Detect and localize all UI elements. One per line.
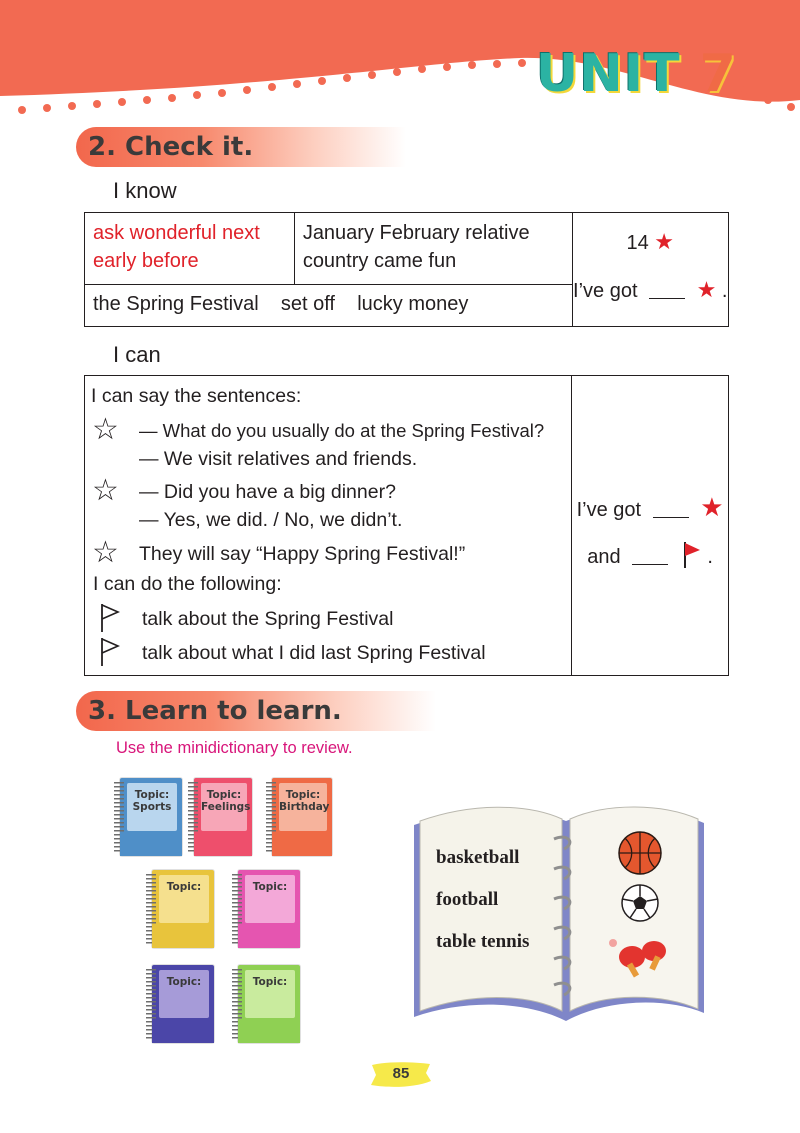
notebook-band — [238, 1021, 300, 1043]
period: . — [707, 546, 713, 568]
phrases-cell: the Spring Festival set off lucky money — [85, 285, 573, 327]
i-know-table — [84, 212, 729, 327]
answer-blank[interactable] — [649, 298, 685, 299]
basketball-icon — [619, 832, 661, 874]
notebook-label — [245, 875, 295, 923]
topic-label: Topic: — [285, 789, 321, 801]
notebook-yellow[interactable] — [152, 870, 214, 948]
i-know-heading: I know — [113, 178, 177, 203]
open-book-illustration — [406, 797, 711, 1033]
do-following-heading: I can do the following: — [93, 573, 282, 595]
notebook-label — [159, 970, 209, 1018]
notebook-label — [127, 783, 177, 831]
notebook-purple[interactable] — [152, 965, 214, 1043]
football-icon — [622, 885, 658, 921]
got-label: I’ve got — [576, 499, 642, 521]
unit-title: UNIT 7 — [536, 44, 737, 104]
period: . — [721, 280, 728, 302]
page-number: 85 — [392, 1065, 410, 1082]
notebook-band — [152, 926, 214, 948]
black-words-line2: country came fun — [302, 250, 457, 272]
star-total: 14 — [626, 232, 649, 254]
book-word-table-tennis: table tennis — [436, 931, 530, 952]
notebook-band — [194, 834, 252, 856]
notebook-label — [159, 875, 209, 923]
outline-star-icon[interactable]: ☆ — [92, 536, 119, 569]
book-word-basketball: basketball — [436, 847, 520, 868]
notebook-sports[interactable] — [120, 778, 182, 856]
q2-line1: — Did you have a big dinner? — [139, 481, 396, 503]
and-label: and — [587, 546, 621, 568]
outline-star-icon[interactable]: ☆ — [92, 474, 119, 507]
do-item1: talk about the Spring Festival — [142, 608, 394, 630]
do-item2: talk about what I did last Spring Festival — [142, 642, 486, 664]
i-can-heading: I can — [113, 342, 161, 367]
red-star-icon: ★ — [696, 277, 717, 302]
red-words-cell — [85, 213, 295, 285]
notebook-band — [120, 834, 182, 856]
red-star-icon: ★ — [700, 492, 724, 522]
notebook-label — [201, 783, 251, 831]
section-learn-to-learn-heading: 3. Learn to learn. — [76, 691, 436, 731]
q1-line2: — We visit relatives and friends. — [139, 448, 418, 470]
outline-flag-icon[interactable] — [98, 603, 122, 633]
topic-label: Topic: — [134, 789, 170, 801]
topic-label: Topic: — [252, 881, 288, 893]
got-label: I’ve got — [573, 280, 638, 302]
notebook-band — [272, 834, 332, 856]
notebook-label — [279, 783, 330, 831]
notebook-green[interactable] — [238, 965, 300, 1043]
red-words-line2: early before — [93, 250, 199, 272]
notebook-feelings[interactable] — [194, 778, 252, 856]
outline-flag-icon[interactable] — [98, 637, 122, 667]
know-score-cell — [572, 213, 728, 327]
notebook-band — [152, 1021, 214, 1043]
topic-label: Topic: — [252, 976, 288, 988]
say-sentences-heading: I can say the sentences: — [91, 385, 302, 407]
topic-label: Topic: — [166, 976, 202, 988]
red-star-icon: ★ — [654, 229, 675, 254]
instruction-text: Use the minidictionary to review. — [116, 739, 353, 757]
flag-answer-blank[interactable] — [632, 564, 668, 565]
black-words-line1: January February relative — [302, 222, 530, 244]
section-check-it-heading: 2. Check it. — [76, 127, 406, 167]
book-word-football: football — [436, 889, 499, 910]
topic-label: Topic: — [166, 881, 202, 893]
topic-name: Sports — [132, 801, 172, 813]
star-answer-blank[interactable] — [653, 517, 689, 518]
outline-star-icon[interactable]: ☆ — [92, 413, 119, 446]
q1-line1: — What do you usually do at the Spring Festival? — [139, 420, 545, 441]
topic-name: Feelings — [201, 801, 251, 813]
can-score-cell — [572, 376, 729, 676]
q2-line2: — Yes, we did. / No, we didn’t. — [139, 509, 403, 531]
notebook-band — [238, 926, 300, 948]
red-words-line1: ask wonderful next — [93, 222, 260, 244]
page-number-badge — [368, 1059, 434, 1091]
topic-name: Birthday — [279, 801, 330, 813]
black-words-cell — [294, 213, 572, 285]
notebook-pink[interactable] — [238, 870, 300, 948]
topic-label: Topic: — [206, 789, 242, 801]
q3-line1: They will say “Happy Spring Festival!” — [139, 543, 466, 565]
notebook-birthday[interactable] — [272, 778, 332, 856]
notebook-label — [245, 970, 295, 1018]
red-flag-icon — [682, 541, 702, 569]
